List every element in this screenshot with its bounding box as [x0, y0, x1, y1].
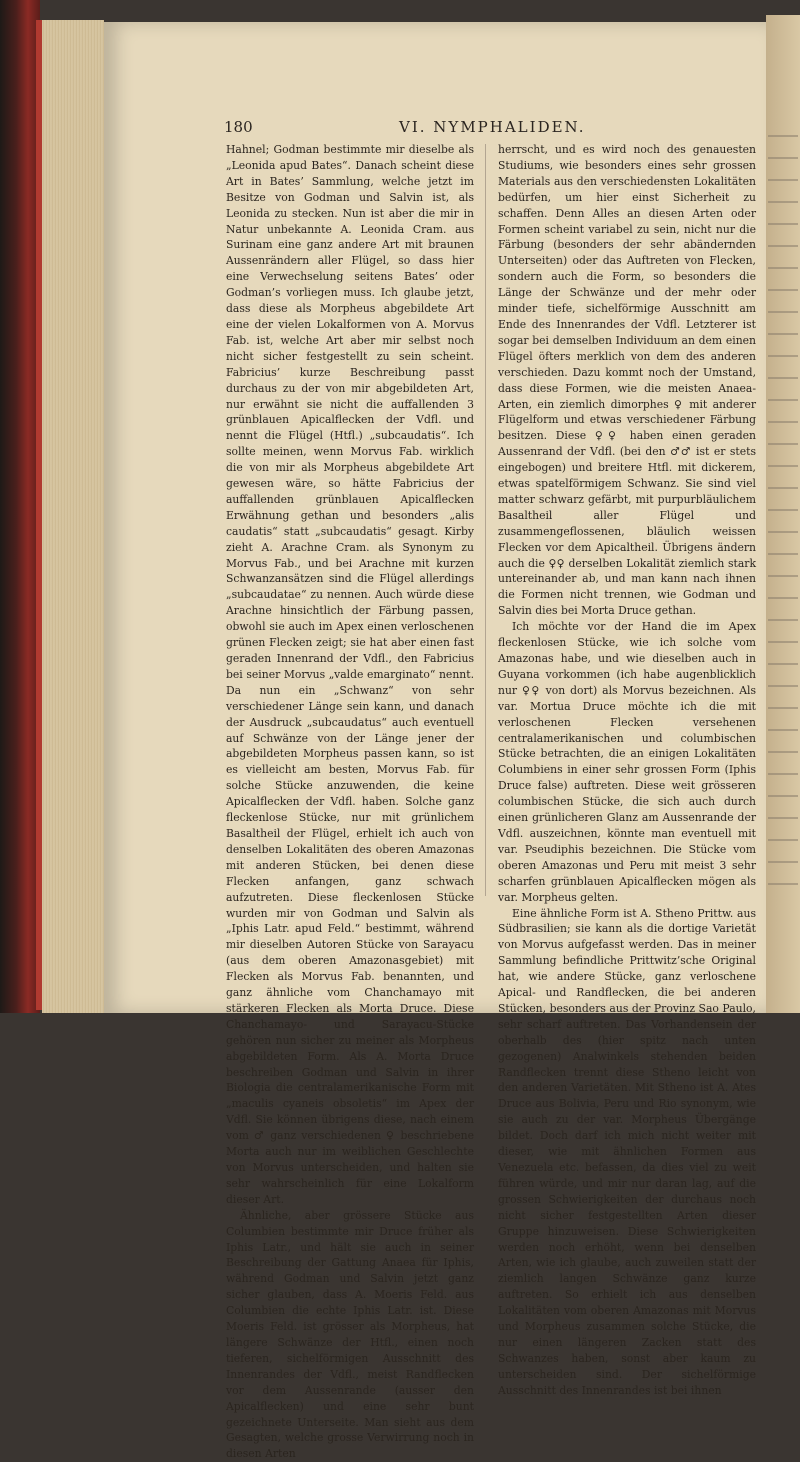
- paragraph: Ähnliche, aber grössere Stücke aus Columbien bestimmte mir Druce früher als Iphis Latr., und hält sie auch in seiner Beschreibung der Gattung Anaea für Iphis, während Godman und Salvin jetzt ganz sicher glauben, dass A. Moeris Feld. aus Columbien die echte Iphis Latr. ist. Diese Moeris Feld. ist grösser als Morpheus, hat längere Schwänze der Htfl., einen noch tieferen, sichelförmigen Ausschnitt des Innenrandes der Vdfl., meist Randflecken vor dem Aussenrande (ausser den Apicalflecken) und eine sehr bunt gezeichnete Unterseite. Man sieht aus dem Gesagten, welche grosse Verwirrung noch in diesen Arten: [226, 1208, 474, 1461]
- page-header: [224, 118, 744, 142]
- book-binding: [0, 0, 40, 1013]
- paragraph: Hahnel; Godman bestimmte mir dieselbe als „Leonida apud Bates“. Danach scheint diese Art in Bates’ Sammlung, welche jetzt im Besitze von Godman und Salvin ist, als Leonida zu stecken. Nun ist aber die mir in Natur unbekannte A. Leonida Cram. aus Surinam eine ganz andere Art mit braunen Aussenrändern aller Flügel, so dass hier eine Verwechselung seitens Bates’ oder Godman’s vorliegen muss. Ich glaube jetzt, dass diese als Morpheus abgebildete Art eine der vielen Lokalformen von A. Morvus Fab. ist, welche Art aber mir selbst noch nicht sicher festgestellt zu sein scheint. Fabricius’ kurze Beschreibung passt durchaus zu der von mir abgebildeten Art, nur erwähnt sie nicht die auffallenden 3 grünblauen Apicalflecken der Vdfl. und nennt die Flügel (Htfl.) „subcaudatis“. Ich sollte meinen, wenn Morvus Fab. wirklich die von mir als Morpheus abgebildete Art gewesen wäre, so hätte Fabricius der auffallenden grünblauen Apicalflecken Erwähnung gethan und besonders „alis caudatis“ statt „subcaudatis“ gesagt. Kirby zieht A. Arachne Cram. als Synonym zu Morvus Fab., und bei Arachne mit kurzen Schwanzansätzen sind die Flügel allerdings „subcaudatae“ zu nennen. Auch würde diese Arachne hinsichtlich der Färbung passen, obwohl sie auch im Apex einen verloschenen grünen Flecken zeigt; sie hat aber einen fast geraden Innenrand der Vdfl., den Fabricius bei seiner Morvus „valde emarginato“ nennt. Da nun ein „Schwanz“ von sehr verschiedener Länge sein kann, und danach der Ausdruck „subcaudatus“ auch eventuell auf Schwänze von der Länge jener der abgebildeten Morpheus passen kann, so ist es vielleicht am besten, Morvus Fab. für solche Stücke anzuwenden, die keine Apicalflecken der Vdfl. haben. Solche ganz fleckenlose Stücke, nur mit grünlichem Basaltheil der Flügel, erhielt ich auch von denselben Lokalitäten des oberen Amazonas mit anderen Stücken, bei denen diese Flecken anfangen, ganz schwach aufzutreten. Diese fleckenlosen Stücke wurden mir von Godman und Salvin als „Iphis Latr. apud Feld.“ bestimmt, während mir dieselben Autoren Stücke von Sarayacu (aus dem oberen Amazonasgebiet) mit Flecken als Morvus Fab. benannten, und ganz ähnliche vom Chanchamayo mit stärkeren Flecken als Morta Druce. Diese Chanchamayo- und Sarayacu-Stücke gehören nun sicher zu meiner als Morpheus abgebildeten Form. Als A. Morta Druce beschreiben Godman und Salvin in ihrer Biologia die centralamerikanische Form mit „maculis cyaneis obsoletis“ im Apex der Vdfl. Sie können übrigens diese, nach einem vom ♂ ganz verschiedenen ♀ beschriebene Morta auch nur im weiblichen Geschlechte von Morvus unterscheiden, und halten sie sehr wahrscheinlich für eine Lokalform dieser Art.: [226, 143, 474, 1206]
- paragraph: herrscht, und es wird noch des genauesten Studiums, wie besonders eines sehr grossen Materials aus den verschiedensten Lokalitäten bedürfen, um hier einst Sicherheit zu schaffen. Denn Alles an diesen Arten oder Formen scheint variabel zu sein, nicht nur die Färbung (besonders der sehr abändernden Unterseiten) oder das Auftreten von Flecken, sondern auch die Form, so besonders die Länge der Schwänze und der mehr oder minder tiefe, sichelförmige Ausschnitt am Ende des Innenrandes der Vdfl. Letzterer ist sogar bei demselben Individuum an dem einen Flügel öfters merklich von dem des anderen verschieden. Dazu kommt noch der Umstand, dass diese Formen, wie die meisten Anaea-Arten, ein ziemlich dimorphes ♀ mit anderer Flügelform und etwas verschiedener Färbung besitzen. Diese ♀♀ haben einen geraden Aussenrand der Vdfl. (bei den ♂♂ ist er stets eingebogen) und breitere Htfl. mit dickerem, etwas spatelförmigem Schwanz. Sie sind viel matter schwarz gefärbt, mit purpurbläulichem Basaltheil aller Flügel und zusammengeflossenen, bläulich weissen Flecken vor dem Apicaltheil. Übrigens ändern auch die ♀♀ derselben Lokalität ziemlich stark untereinander ab, und man kann nach ihnen die Formen nicht trennen, wie Godman und Salvin dies bei Morta Druce gethan.: [498, 143, 756, 618]
- facing-page-edge: [766, 15, 800, 1013]
- page-block-edges: [42, 20, 104, 1013]
- running-head: VI. NYMPHALIDEN.: [399, 118, 586, 136]
- left-column: [226, 142, 474, 1462]
- paragraph: Eine ähnliche Form ist A. Stheno Prittw. aus Südbrasilien; sie kann als die dortige Varietät von Morvus aufgefasst werden. Das in meiner Sammlung befindliche Prittwitz’sche Original hat, wie andere Stücke, ganz verloschene Apical- und Randflecken, die bei anderen Stücken, besonders aus der Provinz Sao Paulo, sehr scharf auftreten. Das Vorhandensein der oberhalb des (hier spitz nach unten gezogenen) Analwinkels stehenden beiden Randflecken trennt diese Stheno leicht von den anderen Varietäten. Mit Stheno ist A. Ates Druce aus Bolivia, Peru und Rio synonym, wie sie auch zu der var. Morpheus Übergänge bildet. Doch darf ich mich nicht weiter mit dieser, wie mit ähnlichen Formen aus Venezuela etc. befassen, da dies viel zu weit führen würde, und mir nur daran lag, auf die grossen Schwierigkeiten der durchaus noch nicht sicher festgestellten Arten dieser Gruppe hinzuweisen. Diese Schwierigkeiten werden noch erhöht, wenn bei denselben Arten, wie ich glaube, auch zuweilen statt der ziemlich langen Schwänze ganz kurze auftreten. So erhielt ich aus denselben Lokalitäten vom oberen Amazonas mit Morvus und Morpheus zusammen solche Stücke, die nur einen längeren Zacken statt des Schwanzes haben, sonst aber kaum zu unterscheiden sind. Der sichelförmige Ausschnitt des Innenrandes ist bei ihnen: [498, 906, 756, 1397]
- page-number: 180: [224, 118, 253, 136]
- right-column: [498, 142, 756, 1399]
- paragraph: Ich möchte vor der Hand die im Apex fleckenlosen Stücke, wie ich solche vom Amazonas habe, und wie dieselben auch in Guyana vorkommen (ich habe augenblicklich nur ♀♀ von dort) als Morvus bezeichnen. Als var. Mortua Druce möchte ich die mit verloschenen Flecken versehenen centralamerikanischen und columbischen Stücke betrachten, die an einigen Lokalitäten Columbiens in einer sehr grossen Form (Iphis Druce false) auftreten. Diese weit grösseren columbischen Stücke, die sich auch durch einen grünlicheren Glanz am Aussenrande der Vdfl. auszeichnen, könnte man eventuell mit var. Pseudiphis bezeichnen. Die Stücke vom oberen Amazonas und Peru mit meist 3 sehr scharfen grünblauen Apicalflecken mögen als var. Morpheus gelten.: [498, 620, 756, 904]
- column-divider: [485, 144, 486, 896]
